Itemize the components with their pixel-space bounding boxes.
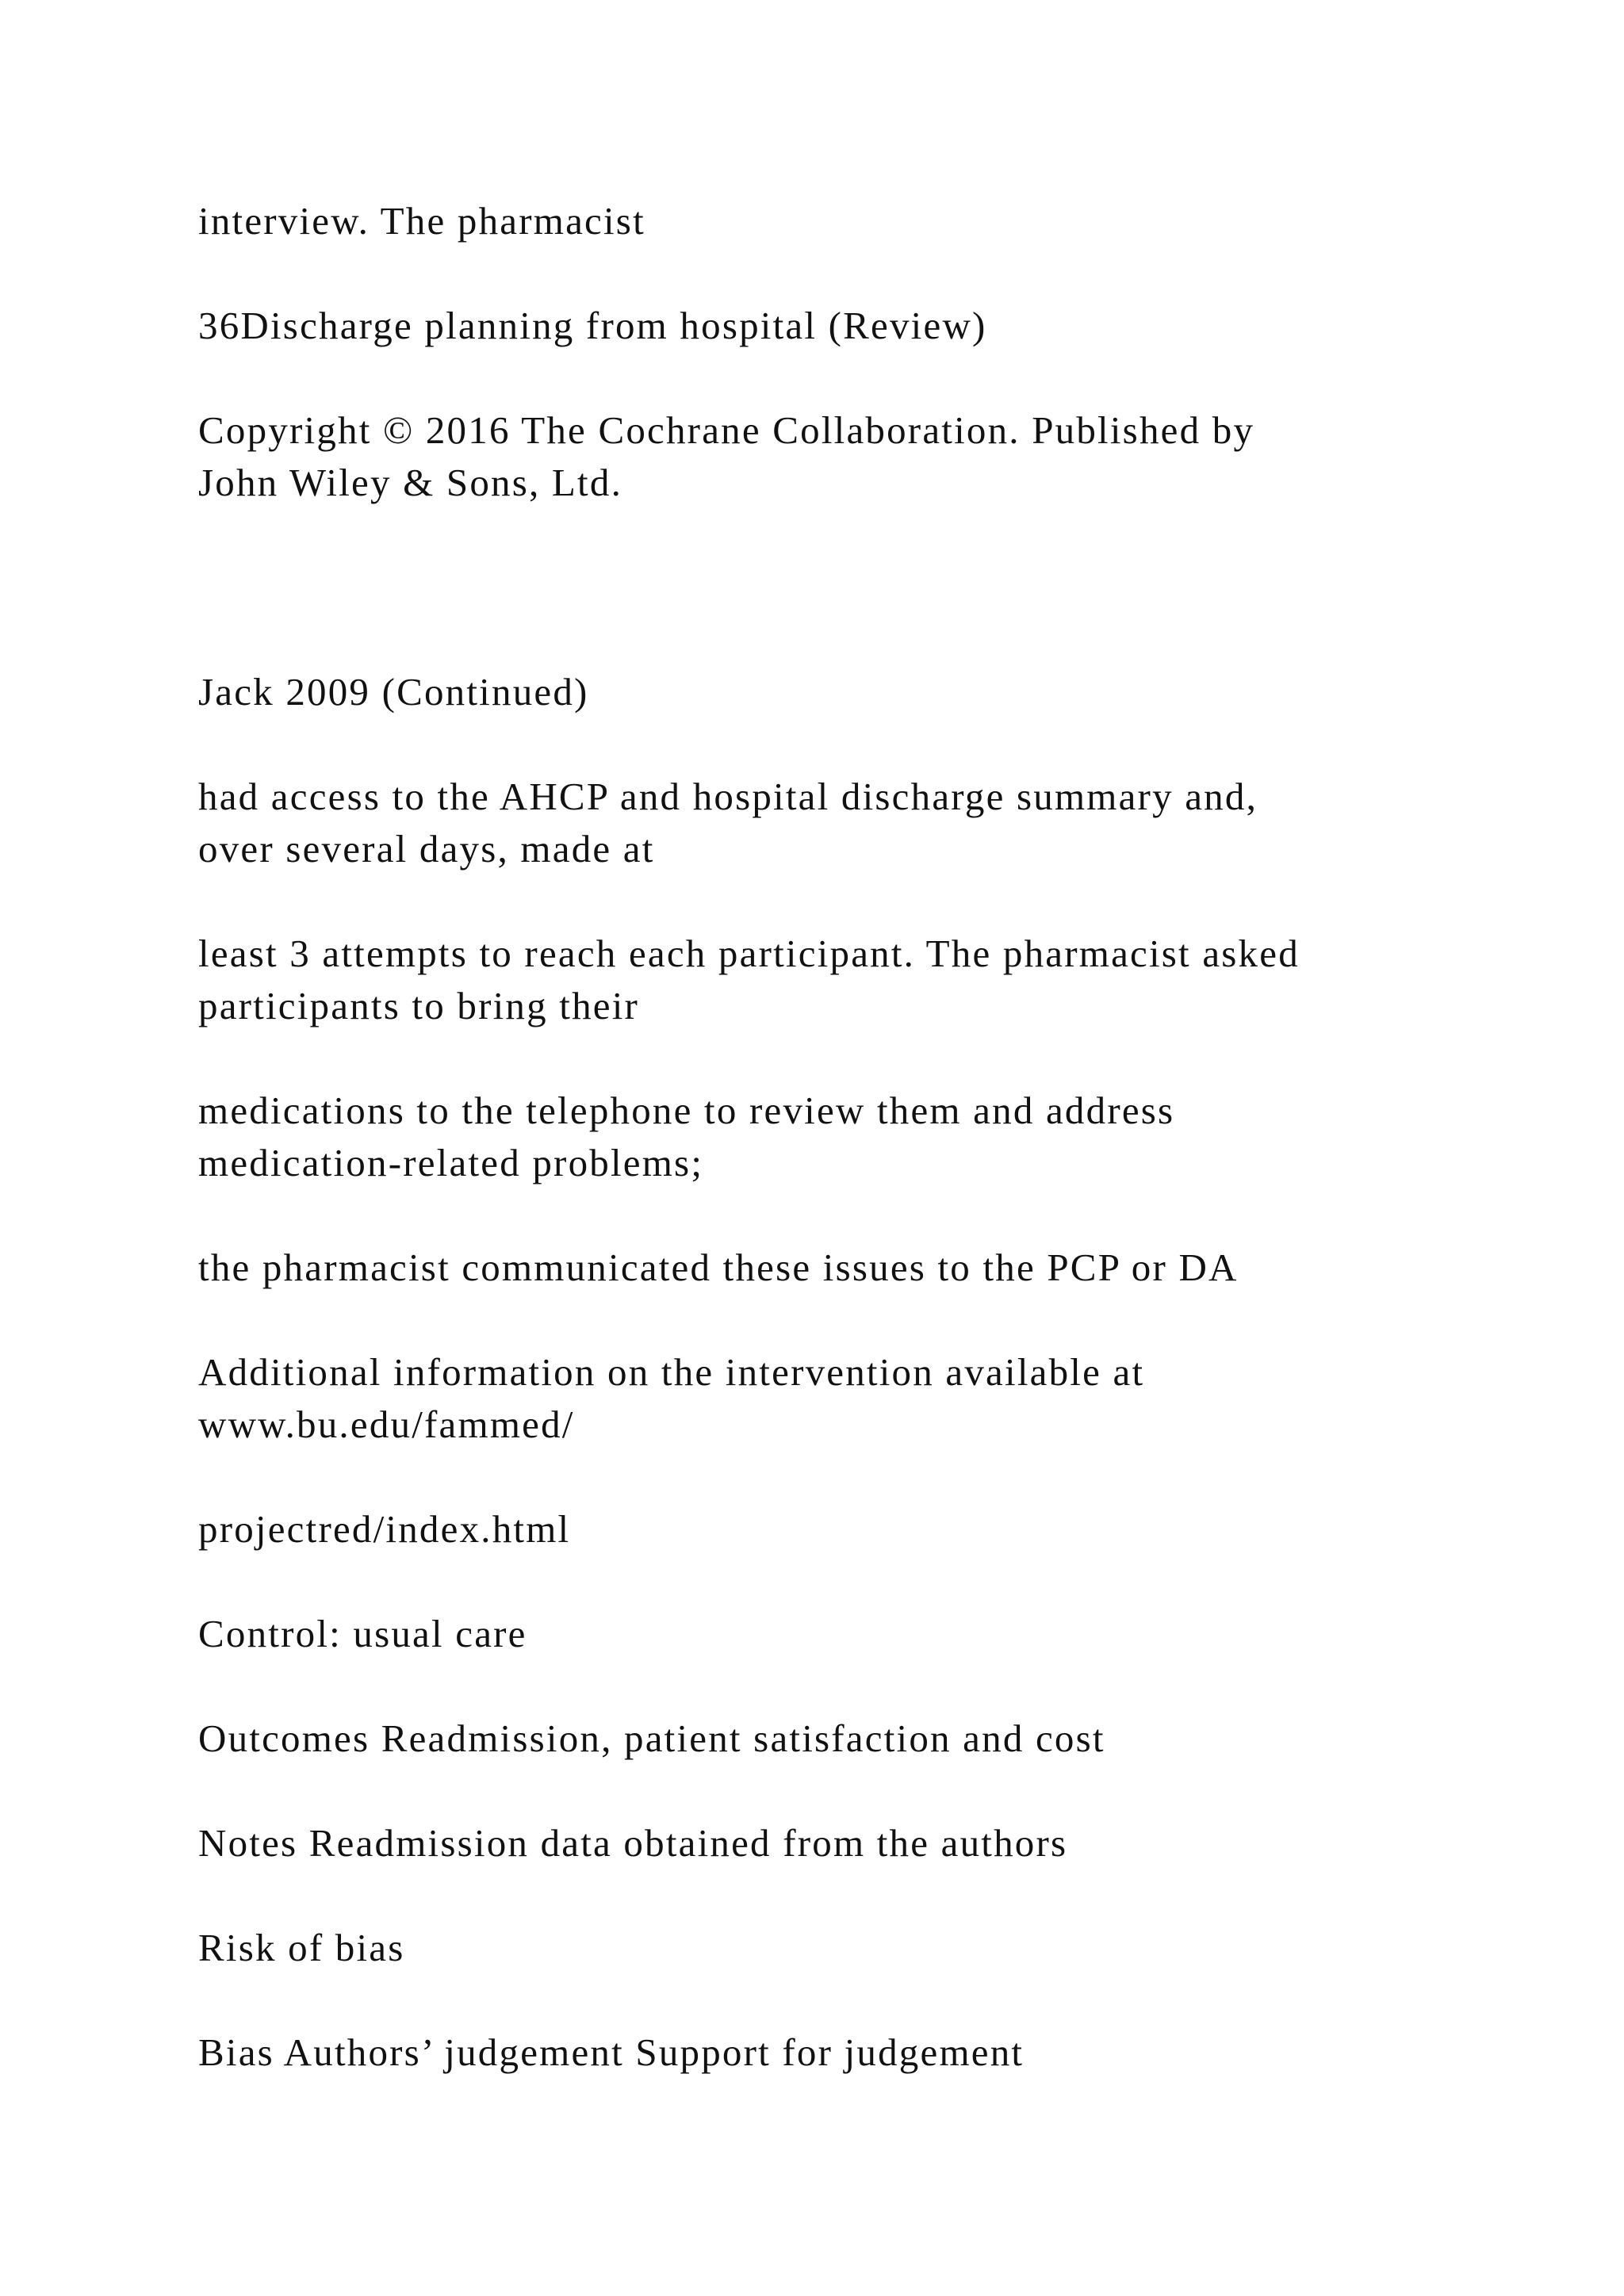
text-line: over several days, made at xyxy=(198,827,655,871)
paragraph-4-heading xyxy=(198,666,1507,718)
text-line: medication-related problems; xyxy=(198,1141,704,1184)
paragraph-12 xyxy=(198,1712,1507,1765)
text-line: www.bu.edu/fammed/ xyxy=(198,1402,575,1446)
paragraph-5 xyxy=(198,771,1507,875)
text-line: medications to the telephone to review them and address xyxy=(198,1089,1175,1132)
text-line: Notes Readmission data obtained from the authors xyxy=(198,1821,1068,1865)
text-line: 36Discharge planning from hospital (Review) xyxy=(198,304,987,347)
paragraph-14 xyxy=(198,1922,1507,1974)
text-line: had access to the AHCP and hospital discharge summary and, xyxy=(198,775,1258,818)
paragraph-2 xyxy=(198,300,1507,352)
text-line: participants to bring their xyxy=(198,984,640,1027)
text-line: the pharmacist communicated these issues to the PCP or DA xyxy=(198,1246,1239,1289)
paragraph-13 xyxy=(198,1817,1507,1869)
text-line: interview. The pharmacist xyxy=(198,199,645,243)
paragraph-10 xyxy=(198,1503,1507,1556)
text-line: Bias Authors’ judgement Support for judgement xyxy=(198,2030,1025,2074)
text-line: John Wiley & Sons, Ltd. xyxy=(198,461,623,504)
text-line: Additional information on the intervention available at xyxy=(198,1350,1145,1394)
text-line: Copyright © 2016 The Cochrane Collaboration. Published by xyxy=(198,408,1255,452)
text-line: Control: usual care xyxy=(198,1612,527,1655)
paragraph-8 xyxy=(198,1242,1507,1294)
text-line: Risk of bias xyxy=(198,1926,405,1969)
paragraph-6 xyxy=(198,928,1507,1032)
paragraph-7 xyxy=(198,1085,1507,1189)
text-line: Jack 2009 (Continued) xyxy=(198,670,589,714)
paragraph-15 xyxy=(198,2026,1507,2079)
paragraph-1 xyxy=(198,195,1507,247)
text-line: projectred/index.html xyxy=(198,1507,571,1551)
paragraph-11 xyxy=(198,1608,1507,1660)
text-line: Outcomes Readmission, patient satisfaction and cost xyxy=(198,1716,1105,1760)
paragraph-9 xyxy=(198,1346,1507,1451)
paragraph-3-copyright xyxy=(198,404,1507,509)
text-line: least 3 attempts to reach each participant. The pharmacist asked xyxy=(198,932,1300,975)
